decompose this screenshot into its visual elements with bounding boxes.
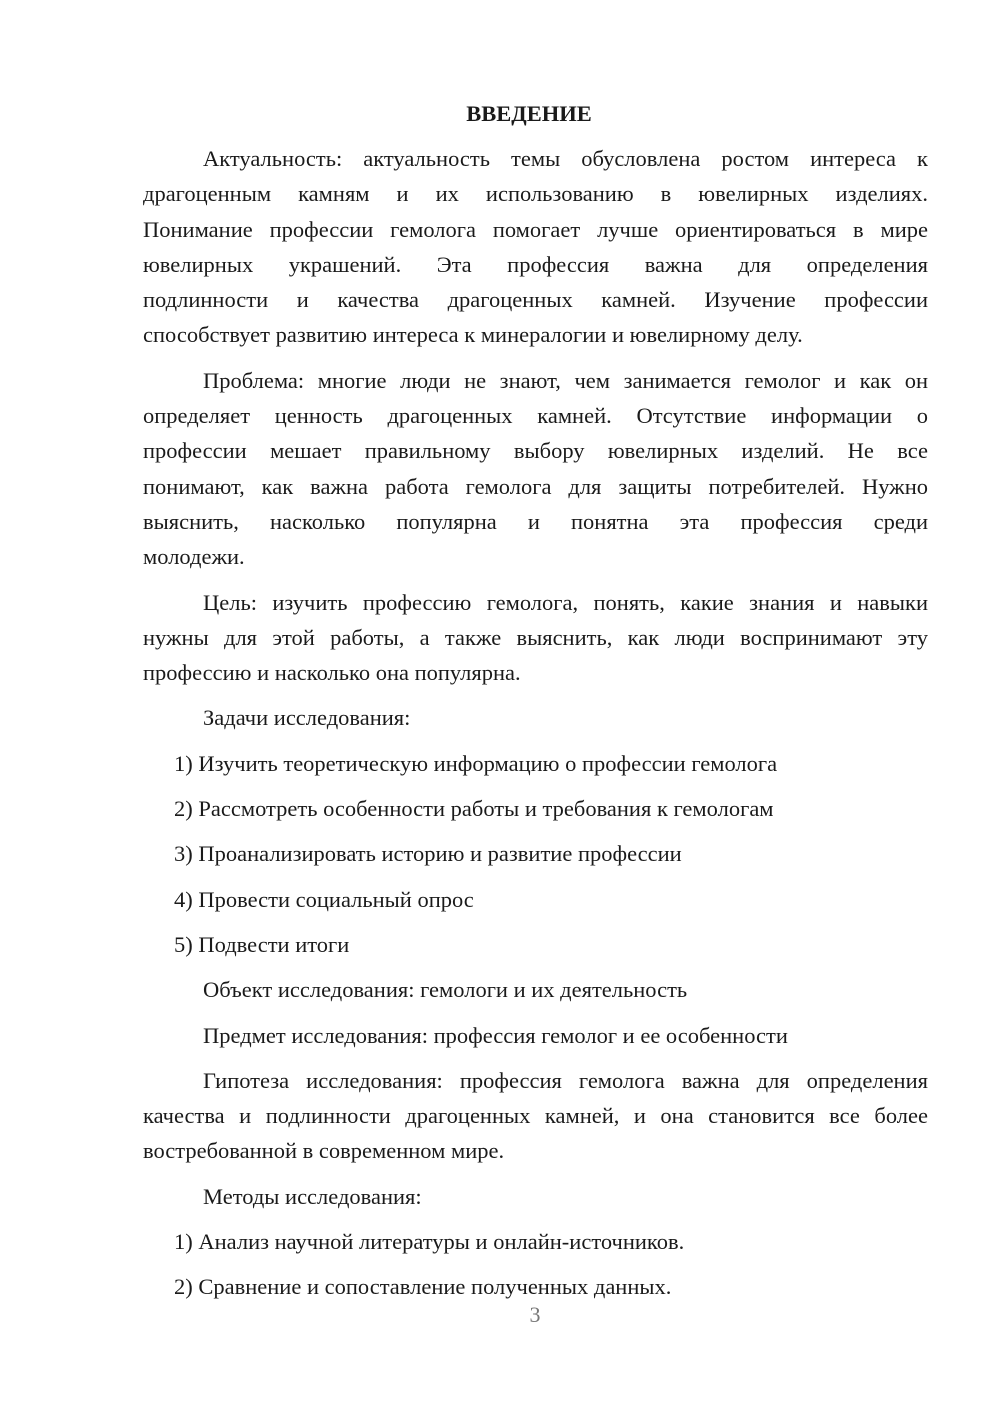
list-item bbox=[143, 882, 928, 917]
text-line: профессии мешает правильному выбору ювелирных изделий. Не все bbox=[143, 438, 928, 464]
text-line: профессию и насколько она популярна. bbox=[143, 660, 521, 686]
document-page bbox=[143, 96, 928, 1315]
text-line: 4) Провести социальный опрос bbox=[174, 886, 474, 912]
list-item bbox=[143, 1224, 928, 1259]
text-line: способствует развитию интереса к минералогии и ювелирному делу. bbox=[143, 322, 803, 348]
paragraph bbox=[143, 363, 928, 575]
text-line: Понимание профессии гемолога помогает лучше ориентироваться в мире bbox=[143, 216, 928, 242]
text-line: 5) Подвести итоги bbox=[174, 931, 350, 957]
text-line: молодежи. bbox=[143, 544, 245, 570]
paragraph bbox=[143, 1179, 928, 1214]
section-title: ВВЕДЕНИЕ bbox=[466, 101, 592, 126]
text-line: Задачи исследования: bbox=[203, 705, 411, 731]
text-line: качества и подлинности драгоценных камней, и она становится все более bbox=[143, 1103, 928, 1129]
paragraph bbox=[143, 1063, 928, 1169]
list-item bbox=[143, 1269, 928, 1304]
paragraph bbox=[143, 141, 928, 353]
paragraph bbox=[143, 1018, 928, 1053]
list-item bbox=[143, 746, 928, 781]
list-item bbox=[143, 836, 928, 871]
text-line: Методы исследования: bbox=[203, 1183, 422, 1209]
text-line: понимают, как важна работа гемолога для защиты потребителей. Нужно bbox=[143, 473, 928, 499]
text-line: 3) Проанализировать историю и развитие профессии bbox=[174, 841, 682, 867]
document-body bbox=[143, 141, 928, 1305]
page-number: 3 bbox=[529, 1302, 541, 1327]
text-line: определяет ценность драгоценных камней. Отсутствие информации о bbox=[143, 403, 928, 429]
text-line: востребованной в современном мире. bbox=[143, 1138, 505, 1164]
list-item bbox=[143, 791, 928, 826]
text-line: Проблема: многие люди не знают, чем занимается гемолог и как он bbox=[203, 367, 928, 393]
text-line: Объект исследования: гемологи и их деятельность bbox=[203, 977, 688, 1003]
text-line: Актуальность: актуальность темы обусловлена ростом интереса к bbox=[203, 146, 928, 171]
paragraph bbox=[143, 972, 928, 1007]
text-line: ювелирных украшений. Эта профессия важна для определения bbox=[143, 251, 928, 277]
text-line: Цель: изучить профессию гемолога, понять, какие знания и навыки bbox=[203, 589, 928, 615]
paragraph bbox=[143, 700, 928, 735]
text-line: 2) Рассмотреть особенности работы и требования к гемологам bbox=[174, 796, 774, 822]
text-line: выяснить, насколько популярна и понятна эта профессия среди bbox=[143, 508, 928, 534]
text-line: 1) Изучить теоретическую информацию о профессии гемолога bbox=[174, 750, 778, 776]
text-line: подлинности и качества драгоценных камней. Изучение профессии bbox=[143, 287, 928, 313]
paragraph bbox=[143, 585, 928, 691]
text-line: 1) Анализ научной литературы и онлайн-источников. bbox=[174, 1229, 685, 1255]
text-line: Гипотеза исследования: профессия гемолога важна для определения bbox=[203, 1067, 928, 1093]
list-item bbox=[143, 927, 928, 962]
text-line: Предмет исследования: профессия гемолог и ее особенности bbox=[203, 1022, 788, 1048]
text-line: 2) Сравнение и сопоставление полученных данных. bbox=[174, 1274, 672, 1300]
text-line: нужны для этой работы, а также выяснить, как люди воспринимают эту bbox=[143, 624, 928, 650]
text-line: драгоценным камням и их использованию в ювелирных изделиях. bbox=[143, 181, 928, 207]
